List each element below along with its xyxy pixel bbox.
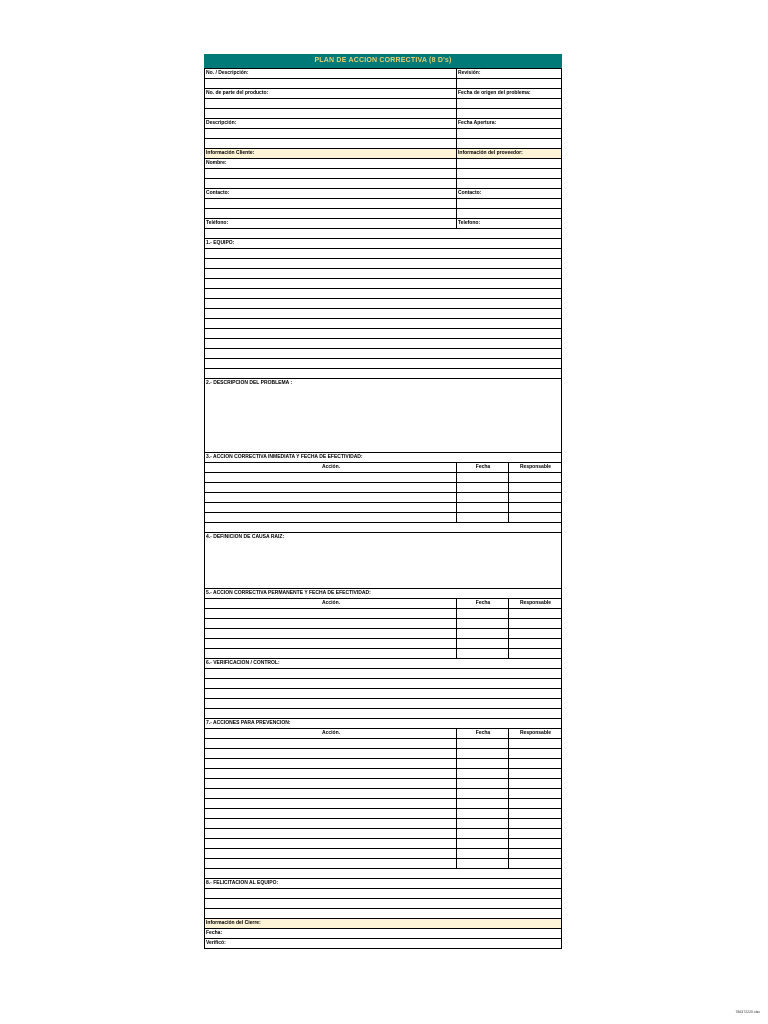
permanente-heading: 5.- ACCION CORRECTIVA PERMANENTE Y FECHA DE EFECTIVIDAD: xyxy=(206,590,371,596)
apertura-label: Fecha Apertura: xyxy=(458,120,497,126)
cell-right[interactable] xyxy=(457,159,561,168)
accion-cell[interactable] xyxy=(205,829,457,838)
spacer-row[interactable] xyxy=(205,522,561,532)
cell-left[interactable] xyxy=(205,179,457,188)
origen-label: Fecha de origen del problema: xyxy=(458,90,531,96)
prevencion-header-row xyxy=(205,728,561,738)
section-causa xyxy=(205,532,561,542)
row-telefono xyxy=(205,218,561,228)
accion-cell[interactable] xyxy=(205,473,457,482)
fecha-cell[interactable] xyxy=(457,849,509,858)
responsable-column-header: Responsable xyxy=(519,730,552,736)
table-row xyxy=(205,788,561,798)
responsable-cell[interactable] xyxy=(509,483,561,492)
fecha-cell[interactable] xyxy=(457,513,509,522)
cierre-fecha-label: Fecha: xyxy=(206,930,223,936)
cell-right[interactable] xyxy=(457,199,561,208)
fecha-cell[interactable] xyxy=(457,739,509,748)
responsable-cell[interactable] xyxy=(509,649,561,658)
table-row xyxy=(205,512,561,522)
row-blank xyxy=(205,138,561,148)
felicitacion-row[interactable] xyxy=(205,888,561,898)
row-contacto xyxy=(205,188,561,198)
cell-right[interactable] xyxy=(457,139,561,148)
responsable-cell[interactable] xyxy=(509,493,561,502)
accion-cell[interactable] xyxy=(205,789,457,798)
accion-cell[interactable] xyxy=(205,739,457,748)
inmediata-header-row xyxy=(205,462,561,472)
fecha-cell[interactable] xyxy=(457,859,509,868)
section-permanente xyxy=(205,588,561,598)
responsable-cell[interactable] xyxy=(509,839,561,848)
equipo-row[interactable] xyxy=(205,308,561,318)
table-row xyxy=(205,492,561,502)
verificacion-heading: 6.- VERIFICACION / CONTROL: xyxy=(206,660,280,666)
fecha-cell[interactable] xyxy=(457,809,509,818)
row-blank xyxy=(205,208,561,218)
cell-left[interactable] xyxy=(205,209,457,218)
table-row xyxy=(205,472,561,482)
cell-right[interactable] xyxy=(457,169,561,178)
problema-heading: 2.- DESCRIPCION DEL PROBLEMA : xyxy=(206,380,293,386)
equipo-row[interactable] xyxy=(205,348,561,358)
responsable-cell[interactable] xyxy=(509,779,561,788)
accion-cell[interactable] xyxy=(205,779,457,788)
table-row xyxy=(205,758,561,768)
section-equipo xyxy=(205,238,561,248)
row-blank xyxy=(205,178,561,188)
info-cliente-label: Información Cliente: xyxy=(205,149,457,158)
row-cierre-verifico xyxy=(205,938,561,948)
responsable-cell[interactable] xyxy=(509,639,561,648)
equipo-row[interactable] xyxy=(205,328,561,338)
row-info xyxy=(205,148,561,158)
equipo-row[interactable] xyxy=(205,298,561,308)
cell-left[interactable] xyxy=(205,79,457,88)
equipo-heading: 1.- EQUIPO: xyxy=(206,240,235,246)
form-title: PLAN DE ACCION CORRECTIVA (8 D's) xyxy=(204,54,562,68)
descripcion-label: No. / Descripción: xyxy=(205,69,457,78)
row-descripcion xyxy=(205,68,561,78)
table-row xyxy=(205,778,561,788)
accion-cell[interactable] xyxy=(205,649,457,658)
table-row xyxy=(205,848,561,858)
row-blank xyxy=(205,168,561,178)
felicitacion-row[interactable] xyxy=(205,898,561,908)
accion-cell[interactable] xyxy=(205,619,457,628)
responsable-cell[interactable] xyxy=(509,739,561,748)
section-prevencion xyxy=(205,718,561,728)
responsable-cell[interactable] xyxy=(509,513,561,522)
cell-right[interactable] xyxy=(457,109,561,118)
section-verificacion xyxy=(205,658,561,668)
cell-left[interactable] xyxy=(205,109,457,118)
accion-cell[interactable] xyxy=(205,799,457,808)
equipo-row[interactable] xyxy=(205,278,561,288)
responsable-cell[interactable] xyxy=(509,619,561,628)
fecha-cell[interactable] xyxy=(457,829,509,838)
fecha-cell[interactable] xyxy=(457,473,509,482)
verificacion-row[interactable] xyxy=(205,678,561,688)
equipo-row[interactable] xyxy=(205,248,561,258)
inmediata-heading: 3.- ACCION CORRECTIVA INMEDIATA Y FECHA DE EFECTIVIDAD: xyxy=(206,454,363,460)
fecha-cell[interactable] xyxy=(457,483,509,492)
table-row xyxy=(205,608,561,618)
responsable-cell[interactable] xyxy=(509,759,561,768)
prevencion-heading: 7.- ACCIONES PARA PREVENCION: xyxy=(206,720,291,726)
fecha-cell[interactable] xyxy=(457,819,509,828)
responsable-cell[interactable] xyxy=(509,473,561,482)
accion-cell[interactable] xyxy=(205,839,457,848)
equipo-row[interactable] xyxy=(205,338,561,348)
table-row xyxy=(205,738,561,748)
felicitacion-heading: 8.- FELICITACION AL EQUIPO: xyxy=(206,880,279,886)
row-blank xyxy=(205,98,561,108)
causa-heading: 4.- DEFINICION DE CAUSA RAIZ: xyxy=(206,534,285,540)
fecha-cell[interactable] xyxy=(457,759,509,768)
row-descripcion2 xyxy=(205,118,561,128)
verificacion-row[interactable] xyxy=(205,688,561,698)
responsable-column-header: Responsable xyxy=(519,600,552,606)
felicitacion-row[interactable] xyxy=(205,908,561,918)
cell-right[interactable] xyxy=(457,99,561,108)
accion-cell[interactable] xyxy=(205,769,457,778)
contacto-label: Contacto: xyxy=(205,189,457,198)
row-nombre xyxy=(205,158,561,168)
accion-cell[interactable] xyxy=(205,749,457,758)
equipo-row[interactable] xyxy=(205,358,561,368)
cell-left[interactable] xyxy=(205,199,457,208)
form-body xyxy=(204,68,562,949)
responsable-cell[interactable] xyxy=(509,769,561,778)
cell-right[interactable] xyxy=(457,209,561,218)
fecha-cell[interactable] xyxy=(457,649,509,658)
accion-cell[interactable] xyxy=(205,503,457,512)
accion-cell[interactable] xyxy=(205,609,457,618)
cierre-verifico-label: Verificó: xyxy=(206,940,226,946)
permanente-header-row xyxy=(205,598,561,608)
row-blank xyxy=(205,108,561,118)
responsable-cell[interactable] xyxy=(509,789,561,798)
fecha-cell[interactable] xyxy=(457,609,509,618)
telefono2-label: Telefono: xyxy=(458,220,481,226)
causa-area[interactable] xyxy=(205,542,561,588)
nombre-label: Nombre: xyxy=(205,159,457,168)
equipo-row[interactable] xyxy=(205,318,561,328)
section-felicitacion xyxy=(205,878,561,888)
responsable-cell[interactable] xyxy=(509,629,561,638)
table-row xyxy=(205,858,561,868)
table-row xyxy=(205,808,561,818)
accion-column-header: Acción. xyxy=(205,729,457,738)
responsable-cell[interactable] xyxy=(509,799,561,808)
fecha-cell[interactable] xyxy=(457,789,509,798)
responsable-cell[interactable] xyxy=(509,749,561,758)
accion-cell[interactable] xyxy=(205,809,457,818)
fecha-cell[interactable] xyxy=(457,493,509,502)
row-parte xyxy=(205,88,561,98)
cell-full[interactable] xyxy=(205,229,561,238)
contacto2-label: Contacto: xyxy=(458,190,482,196)
row-blank xyxy=(205,78,561,88)
equipo-row[interactable] xyxy=(205,258,561,268)
row-blank xyxy=(205,198,561,208)
fecha-cell[interactable] xyxy=(457,639,509,648)
verificacion-row[interactable] xyxy=(205,668,561,678)
fecha-cell[interactable] xyxy=(457,799,509,808)
accion-cell[interactable] xyxy=(205,483,457,492)
row-blank xyxy=(205,128,561,138)
table-row xyxy=(205,618,561,628)
accion-cell[interactable] xyxy=(205,629,457,638)
fecha-column-header: Fecha xyxy=(457,463,509,472)
accion-cell[interactable] xyxy=(205,513,457,522)
responsable-cell[interactable] xyxy=(509,809,561,818)
table-row xyxy=(205,818,561,828)
table-row xyxy=(205,482,561,492)
section-problema xyxy=(205,378,561,388)
equipo-row[interactable] xyxy=(205,368,561,378)
parte-label: No. de parte del producto: xyxy=(205,89,457,98)
accion-cell[interactable] xyxy=(205,849,457,858)
equipo-row[interactable] xyxy=(205,288,561,298)
accion-column-header: Acción. xyxy=(205,463,457,472)
problema-area[interactable] xyxy=(205,388,561,452)
fecha-cell[interactable] xyxy=(457,769,509,778)
cell-right[interactable] xyxy=(457,79,561,88)
spacer-row[interactable] xyxy=(205,868,561,878)
table-row xyxy=(205,502,561,512)
accion-cell[interactable] xyxy=(205,859,457,868)
accion-cell[interactable] xyxy=(205,819,457,828)
cell-left[interactable] xyxy=(205,169,457,178)
fecha-cell[interactable] xyxy=(457,503,509,512)
fecha-cell[interactable] xyxy=(457,619,509,628)
info-proveedor-label: Información del proveedor: xyxy=(458,150,523,156)
accion-cell[interactable] xyxy=(205,493,457,502)
file-code: 786372220.xlsx xyxy=(735,1010,760,1014)
row-cierre-fecha xyxy=(205,928,561,938)
table-row xyxy=(205,828,561,838)
responsable-cell[interactable] xyxy=(509,849,561,858)
accion-cell[interactable] xyxy=(205,639,457,648)
responsable-cell[interactable] xyxy=(509,859,561,868)
cell-left[interactable] xyxy=(205,99,457,108)
telefono-label: Teléfono: xyxy=(205,219,457,228)
table-row xyxy=(205,838,561,848)
section-cierre xyxy=(205,918,561,928)
cierre-heading: Información del Cierre: xyxy=(206,920,261,926)
cell-right[interactable] xyxy=(457,129,561,138)
equipo-row[interactable] xyxy=(205,268,561,278)
accion-cell[interactable] xyxy=(205,759,457,768)
cell-left[interactable] xyxy=(205,139,457,148)
accion-column-header: Acción. xyxy=(205,599,457,608)
fecha-cell[interactable] xyxy=(457,749,509,758)
cell-left[interactable] xyxy=(205,129,457,138)
table-row xyxy=(205,798,561,808)
row-blank xyxy=(205,228,561,238)
responsable-cell[interactable] xyxy=(509,503,561,512)
table-row xyxy=(205,748,561,758)
responsable-column-header: Responsable xyxy=(519,464,552,470)
fecha-cell[interactable] xyxy=(457,779,509,788)
verificacion-row[interactable] xyxy=(205,708,561,718)
cell-right[interactable] xyxy=(457,179,561,188)
fecha-column-header: Fecha xyxy=(457,599,509,608)
table-row xyxy=(205,648,561,658)
table-row xyxy=(205,768,561,778)
table-row xyxy=(205,628,561,638)
verificacion-row[interactable] xyxy=(205,698,561,708)
responsable-cell[interactable] xyxy=(509,829,561,838)
fecha-cell[interactable] xyxy=(457,839,509,848)
responsable-cell[interactable] xyxy=(509,819,561,828)
fecha-cell[interactable] xyxy=(457,629,509,638)
fecha-column-header: Fecha xyxy=(457,729,509,738)
table-row xyxy=(205,638,561,648)
section-inmediata xyxy=(205,452,561,462)
descripcion2-label: Descripción: xyxy=(205,119,457,128)
responsable-cell[interactable] xyxy=(509,609,561,618)
corrective-action-form xyxy=(204,54,562,949)
revision-label: Revisión: xyxy=(458,70,481,76)
